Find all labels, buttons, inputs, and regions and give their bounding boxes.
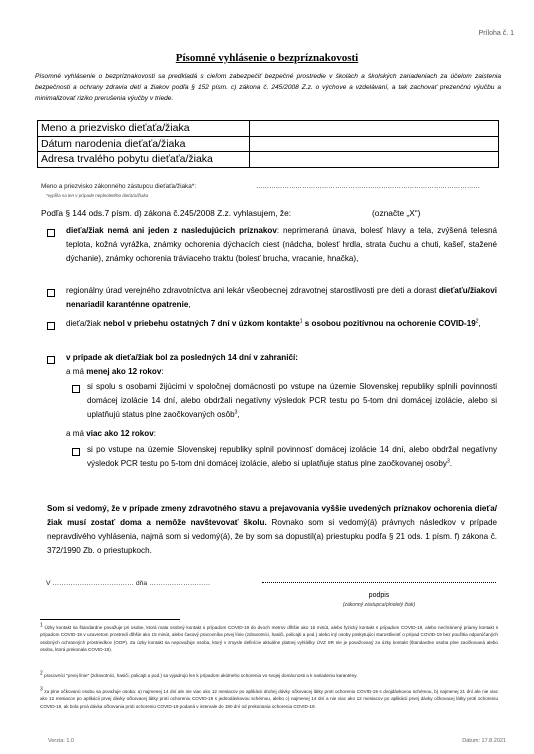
intro-paragraph: Písomné vyhlásenie o bezpríznakovosti sa predkladá s cieľom zabezpečiť bezpečné prostredie v školách a školských zariadeniach za účelom zaistenia bezpečnosti a ochrany zdravia detí a žiakov podľa § 152 písm. c) zákona č. 245/2008 Z.z. o výchove a vzdelávaní, a tak zachovať prezenčnú výučbu a minimalizovať riziko prerušenia výučby v triede. [35,73,501,102]
guardian-label: Meno a priezvisko zákonného zástupcu dieťaťa/žiaka*: [41,183,197,190]
footnote-3 [40,688,498,710]
birth-date-field[interactable] [250,136,499,152]
checkbox-abroad[interactable] [47,356,55,364]
over-12-prefix: a má [66,429,87,438]
item-over-12-end: . [449,459,452,468]
table-row [38,152,499,168]
item-no-quarantine-text: regionálny úrad verejného zdravotníctva ani lekár všeobecnej zdravotnej starostlivosti pre deti a dorast [66,286,439,295]
signature-sublabel: (zákonný zástupca/plnoletý žiak) [342,602,416,608]
footnote-ref-1: 1 [299,318,303,325]
guardian-name-field[interactable]: ………………………………………………………………………………………… [256,183,481,190]
over-12-heading [66,427,156,441]
item-abroad: v prípade ak dieťa/žiak bol za posledných 14 dní v zahraničí: [66,353,298,362]
identification-table [37,120,499,168]
footnote-divider [40,619,180,620]
under-12-prefix: a má [66,367,87,376]
footer-date: Dátum: 17.8.2021 [462,738,506,744]
item-over-12-text: si po vstupe na územie Slovenskej republiky splnil povinnosť domácej izolácie 14 dní, alebo obdržal negatívny výsledok PCR testu po 5-tom dni domácej izolácie, alebo si uplatňuje status plne zaočkovanej osoby [87,445,497,468]
footnote-1-text: Úzky kontakt sa štandardne považuje pri osobe, ktorá mala osobný kontakt s prípadom COVID-19 do dvoch metrov dlhšie ako 15 minút, alebo fyzický kontakt s prípadom COVID-19, alebo nechránený priamy kontakt s prípadom COVID-19 v uzavretom prostredí dlhšie ako 15 minút, alebo časový pracovníka prvej línie (zdravotníci, hasiči, policajti a pod.) alebo iný osoby poskytujúci starostlivosť o prípad COVID-19 bez použitia odporúčaných osobných ochranných prostriedkov (OOP). Za úzky kontakt sa nepovažuje osoba, ktorý v zmysle definície aktuálne platnej vyhlášky ÚVZ SR nie je považovaný za úzky kontakt (štandardne osoba plne zaočkovaná alebo osoba, ktorá prekonala COVID-19). [40,625,498,653]
item-no-symptoms-bold: dieťa/žiak nemá ani jeden z nasledujúcich príznakov [66,226,277,235]
checkbox-no-symptoms[interactable] [47,229,55,237]
item-no-contact-bold-2: s osobou pozitívnou na ochorenie COVID-19 [302,319,476,328]
item-no-symptoms-text: : neprimeraná únava, bolesť hlavy a tela, zvýšená telesná teplota, kožná vyrážka, známky ochorenia dýchacích ciest (nádcha, bolesť hrdla, strata čuchu a chuti, kašeľ, stažené dýchanie), známky ochorenia tráviaceho traktu (bolesť brucha, vracanie, hnačka), [66,226,497,263]
signature-line[interactable] [262,582,496,583]
checkbox-under-12[interactable] [72,385,80,393]
birth-date-label: Dátum narodenia dieťaťa/žiaka [38,136,250,152]
annex-label: Príloha č. 1 [478,30,514,37]
item-no-contact-bold: nebol v priebehu ostatných 7 dní v úzkom kontakte [103,319,300,328]
over-12-bold: viac ako 12 rokov [86,429,154,438]
footnote-2 [40,672,498,679]
checkbox-no-quarantine[interactable] [47,289,55,297]
item-no-quarantine-end: , [188,300,191,309]
item-no-quarantine [66,284,497,312]
declaration-lead: Podľa § 144 ods.7 písm. d) zákona č.245/2008 Z.z. vyhlasujem, že: [41,208,292,218]
checkbox-over-12[interactable] [72,448,80,456]
item-under-12 [87,380,497,422]
signature-label: podpis [368,592,390,599]
page-title: Písomné vyhlásenie o bezpríznakovosti [175,52,359,64]
address-field[interactable] [250,152,499,168]
closing-paragraph [47,502,497,558]
closing-bold: Som si vedomý, že v prípade zmeny zdravotného stavu a prejavovania vyššie uvedených príznakov ochorenia dieťa/žiak musí zostať doma a nemôže navštevovať školu. [47,504,497,527]
footnote-2-number: 2 [40,670,43,677]
item-under-12-text: si spolu s osobami žijúcimi v spoločnej domácnosti po vstupe na územie Slovenskej republiky splnili povinnosti domácej izolácie 14 dní, alebo obdržali negatívny výsledok PCR testu po 5-tom dni domácej izolácie, alebo si uplatňujú status plne zaočkovaných osôb [87,382,497,419]
item-no-contact-text: dieťa/žiak [66,319,104,328]
item-no-symptoms [66,224,497,266]
footnote-1-number: 1 [40,622,43,629]
item-over-12 [87,443,497,471]
footnote-ref-2: 2 [475,318,479,325]
place-date-field[interactable]: V ……………………………… dňa ……………………… [46,580,211,587]
footnote-3-number: 3 [40,686,43,693]
declaration-mark-hint: (označte „X“) [372,208,421,218]
footnote-ref-3: 3 [234,409,238,416]
table-row [38,136,499,152]
checkbox-no-contact[interactable] [47,322,55,330]
closing-text: Rovnako som si vedomý(á) právnych následkov v prípade nepravdivého vyhlásenia, najmä som si vedomý(á), že by som sa dopustil(a) priestupku podľa § 21 ods. 1 písm. f) zákona č. 372/1990 Zb. o priestupkoch. [47,518,497,555]
under-12-heading [66,365,164,379]
item-no-contact-end: , [478,319,481,328]
address-label: Adresa trvalého pobytu dieťaťa/žiaka [38,152,250,168]
under-12-bold: menej ako 12 rokov [86,367,162,376]
footer-version: Verzia: 1.0 [48,738,74,744]
item-no-contact [66,317,497,331]
footnote-ref-3b: 3 [446,458,450,465]
footnote-2-text: pracovníci "prvej línie" (zdravotníci, hasiči, policajti a pod.) sa vyjadrujú len k prípadom akútneho ochorenia vo svojej domácnosti a k nariadeniu karantény. [44,673,358,678]
under-12-colon: : [161,367,164,376]
footnote-3-text: za plne očkovanú osobu sa považuje osoba: a) najmenej 14 dní ale nie viac ako 12 mesiacov po aplikácii druhej dávky očkovacej látky proti ochoreniu COVID-19 s dvojdávkovou schémou, b) najmenej 21 dní ale nie viac ako 12 mesiacov po aplikácii prvej dávky očkovacej látky proti ochoreniu COVID-19 s jednodávkovou schémou, alebo c) najmenej 14 dní a nie viac ako 12 mesiacov po aplikácii prvej dávky očkovacej látky proti ochoreniu COVID-19, ak bola prvá dávka očkovania proti ochoreniu COVID-19 podaná v intervale do 180 dní od prekonania ochorenia COVID-19. [40,689,498,709]
footnote-1 [40,624,498,654]
child-name-label: Meno a priezvisko dieťaťa/žiaka [38,121,250,137]
guardian-note: *vypĺňa sa len v prípade neplnoletého dieťaťa/žiaka [46,193,149,198]
over-12-colon: : [153,429,156,438]
child-name-field[interactable] [250,121,499,137]
item-no-quarantine-bold: dieťaťu/žiakovi nenariadil karanténne opatrenie [66,286,497,309]
table-row [38,121,499,137]
item-under-12-end: , [237,410,240,419]
